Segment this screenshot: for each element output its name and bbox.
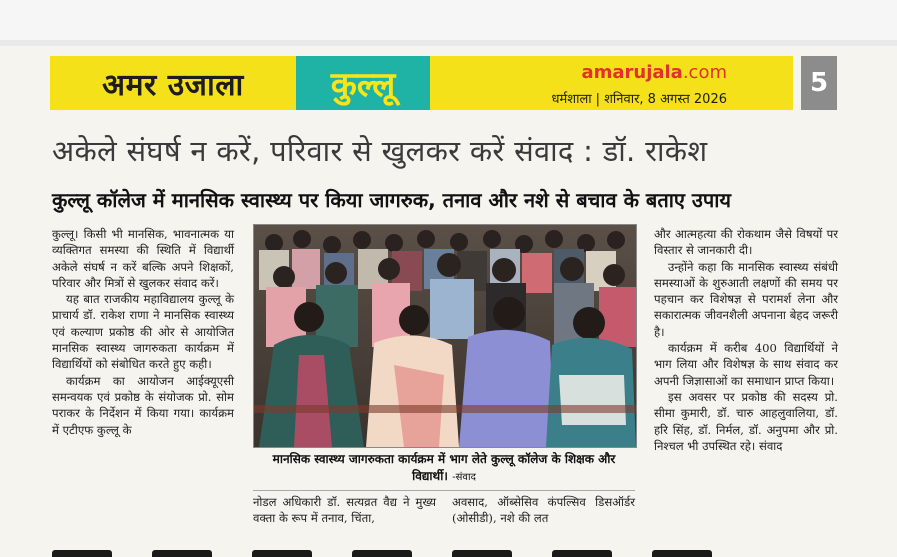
edition-city: कुल्लू: [296, 56, 430, 110]
website-label: [581, 62, 727, 83]
paragraph: कुल्लू। किसी भी मानसिक, भावनात्मक या व्यक्तिगत समस्या की स्थिति में विद्यार्थी अकेले संघर्ष न करें बल्कि अपने शिक्षकों, परिवार और मित्रों से खुलकर संवाद करें।: [52, 227, 234, 290]
website-name: amarujala: [581, 62, 683, 83]
article-subheadline: कुल्लू कॉलेज में मानसिक स्वास्थ्य पर किया जागरुक, तनाव और नशे से बचाव के बताए उपाय: [52, 188, 732, 212]
next-headline-cutoff: [52, 545, 842, 557]
caption-text: मानसिक स्वास्थ्य जागरुकता कार्यक्रम में भाग लेते कुल्लू कॉलेज के शिक्षक और विद्यार्थी।: [272, 452, 616, 483]
website-tld: .com: [682, 62, 727, 83]
paragraph: कार्यक्रम का आयोजन आईक्यूएसी समन्वयक एवं प्रकोष्ठ के संयोजक प्रो. सोम पराकर के निर्देशन में किया गया। कार्यक्रम में एटीएफ कुल्लू के: [52, 373, 234, 437]
paragraph: कार्यक्रम में करीब 400 विद्यार्थियों ने भाग लिया और विशेषज्ञ के साथ संवाद कर अपनी जिज्ञासाओं का समाधान प्राप्त किया।: [654, 341, 838, 388]
paragraph: उन्होंने कहा कि मानसिक स्वास्थ्य संबंधी समस्याओं के शुरुआती लक्षणों की समय पर पहचान कर विशेषज्ञ से परामर्श लेना और सकारात्मक जीवनशैली अपनाना बेहद जरूरी है।: [654, 259, 838, 339]
caption-divider: [253, 490, 635, 491]
viewer-top-bar: [0, 0, 897, 40]
paragraph: नोडल अधिकारी डॉ. सत्यव्रत वैद्य ने मुख्य वक्ता के रूप में तनाव, चिंता,: [253, 495, 436, 526]
paragraph: अवसाद, ऑब्सेसिव कंपल्सिव डिसऑर्डर (ओसीडी), नशे की लत: [452, 495, 635, 526]
article-headline: अकेले संघर्ष न करें, परिवार से खुलकर करें संवाद : डॉ. राकेश: [52, 134, 708, 168]
article-column-middle-bottom: [253, 494, 635, 527]
photo-caption: [253, 451, 635, 486]
byline-credit: संवाद: [759, 438, 783, 453]
paragraph-text: इस अवसर पर प्रकोष्ठ की सदस्य प्रो. सीमा कुमारी, डॉ. चारु आहलुवालिया, डॉ. हरि सिंह, डॉ. निर्मल, डॉ. अनुपमा और प्रो. निश्चल भी उपस्थित रहे।: [654, 389, 838, 453]
page-number: 5: [801, 56, 837, 110]
masthead: [50, 56, 793, 110]
paragraph: और आत्महत्या की रोकथाम जैसे विषयों पर विस्तार से जानकारी दी।: [654, 227, 838, 258]
audience-photo-illustration: [254, 225, 636, 447]
dateline-location: धर्मशाला: [551, 92, 592, 107]
dateline: [552, 89, 728, 107]
paragraph: [654, 389, 838, 454]
article-column-left: [52, 226, 234, 438]
newspaper-logo: अमर उजाला: [102, 67, 244, 103]
article-column-right: [654, 226, 838, 454]
article-photo: [253, 224, 637, 448]
dateline-date: शनिवार, 8 अगस्त 2026: [604, 92, 727, 107]
paragraph: यह बात राजकीय महाविद्यालय कुल्लू के प्राचार्य डॉ. राकेश राणा ने मानसिक स्वास्थ्य एवं कल्याण प्रकोष्ठ की ओर से आयोजित मानसिक स्वास्थ्य जागरुकता कार्यक्रम में विद्यार्थियों को संबोधित करते हुए कही।: [52, 292, 234, 372]
dateline-separator: |: [595, 92, 601, 107]
caption-credit: -संवाद: [452, 472, 476, 483]
